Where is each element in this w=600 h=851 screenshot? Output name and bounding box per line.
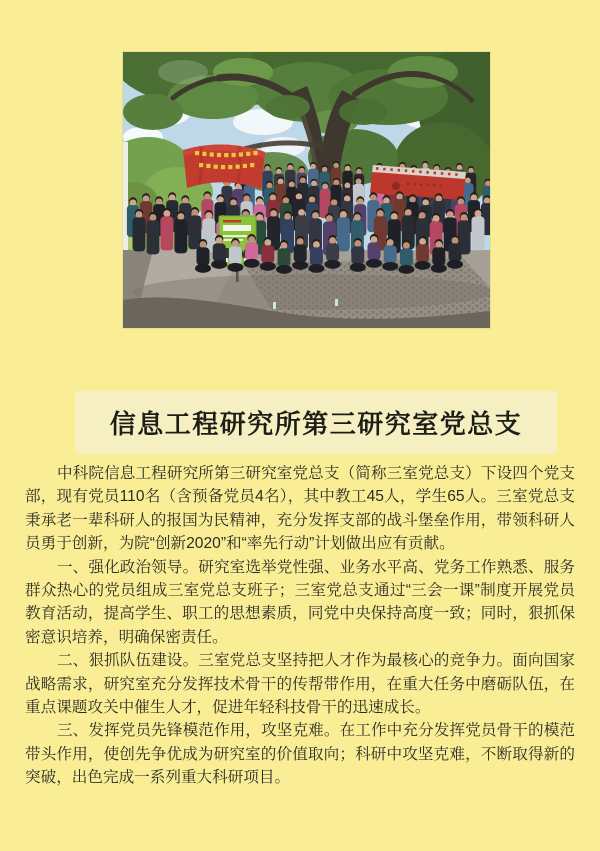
paragraph-intro: 中科院信息工程研究所第三研究室党总支（简称三室党总支）下设四个党支部，现有党员110名（含预备党员4名），其中教工45人，学生65人。三室党总支秉承老一辈科研人的报国为民精神，充分发挥支部的战斗堡垒作用，带领科研人员勇于创新，为院“创新2020”和“率先行动”计划做出应有贡献。	[25, 465, 575, 553]
article	[25, 462, 575, 790]
title-banner	[75, 391, 557, 454]
page-title: 信息工程研究所第三研究室党总支	[109, 409, 523, 439]
paragraph-point-3: 三、发挥党员先锋模范作用，攻坚克难。在工作中充分发挥党员骨干的模范带头作用，使创先争优成为研究室的价值取向；科研中攻坚克难，不断取得新的突破，出色完成一系列重大科研项目。	[25, 722, 575, 787]
photo-scene	[123, 52, 490, 328]
paragraph-point-2: 二、狠抓队伍建设。三室党总支坚持把人才作为最核心的竞争力。面向国家战略需求，研究室充分发挥技术骨干的传帮带作用，在重大任务中磨砺队伍，在重点课题攻关中催生人才，促进年轻科技骨干的迅速成长。	[25, 652, 575, 717]
group-photo	[123, 52, 490, 328]
crowd-front-row	[195, 234, 463, 274]
paragraph-point-1: 一、强化政治领导。研究室选举党性强、业务水平高、党务工作熟悉、服务群众热心的党员组成三室党总支班子；三室党总支通过“三会一课”制度开展党员教育活动，提高学生、职工的思想素质，同党中央保持高度一致；同时，狠抓保密意识培养，明确保密责任。	[25, 558, 575, 646]
